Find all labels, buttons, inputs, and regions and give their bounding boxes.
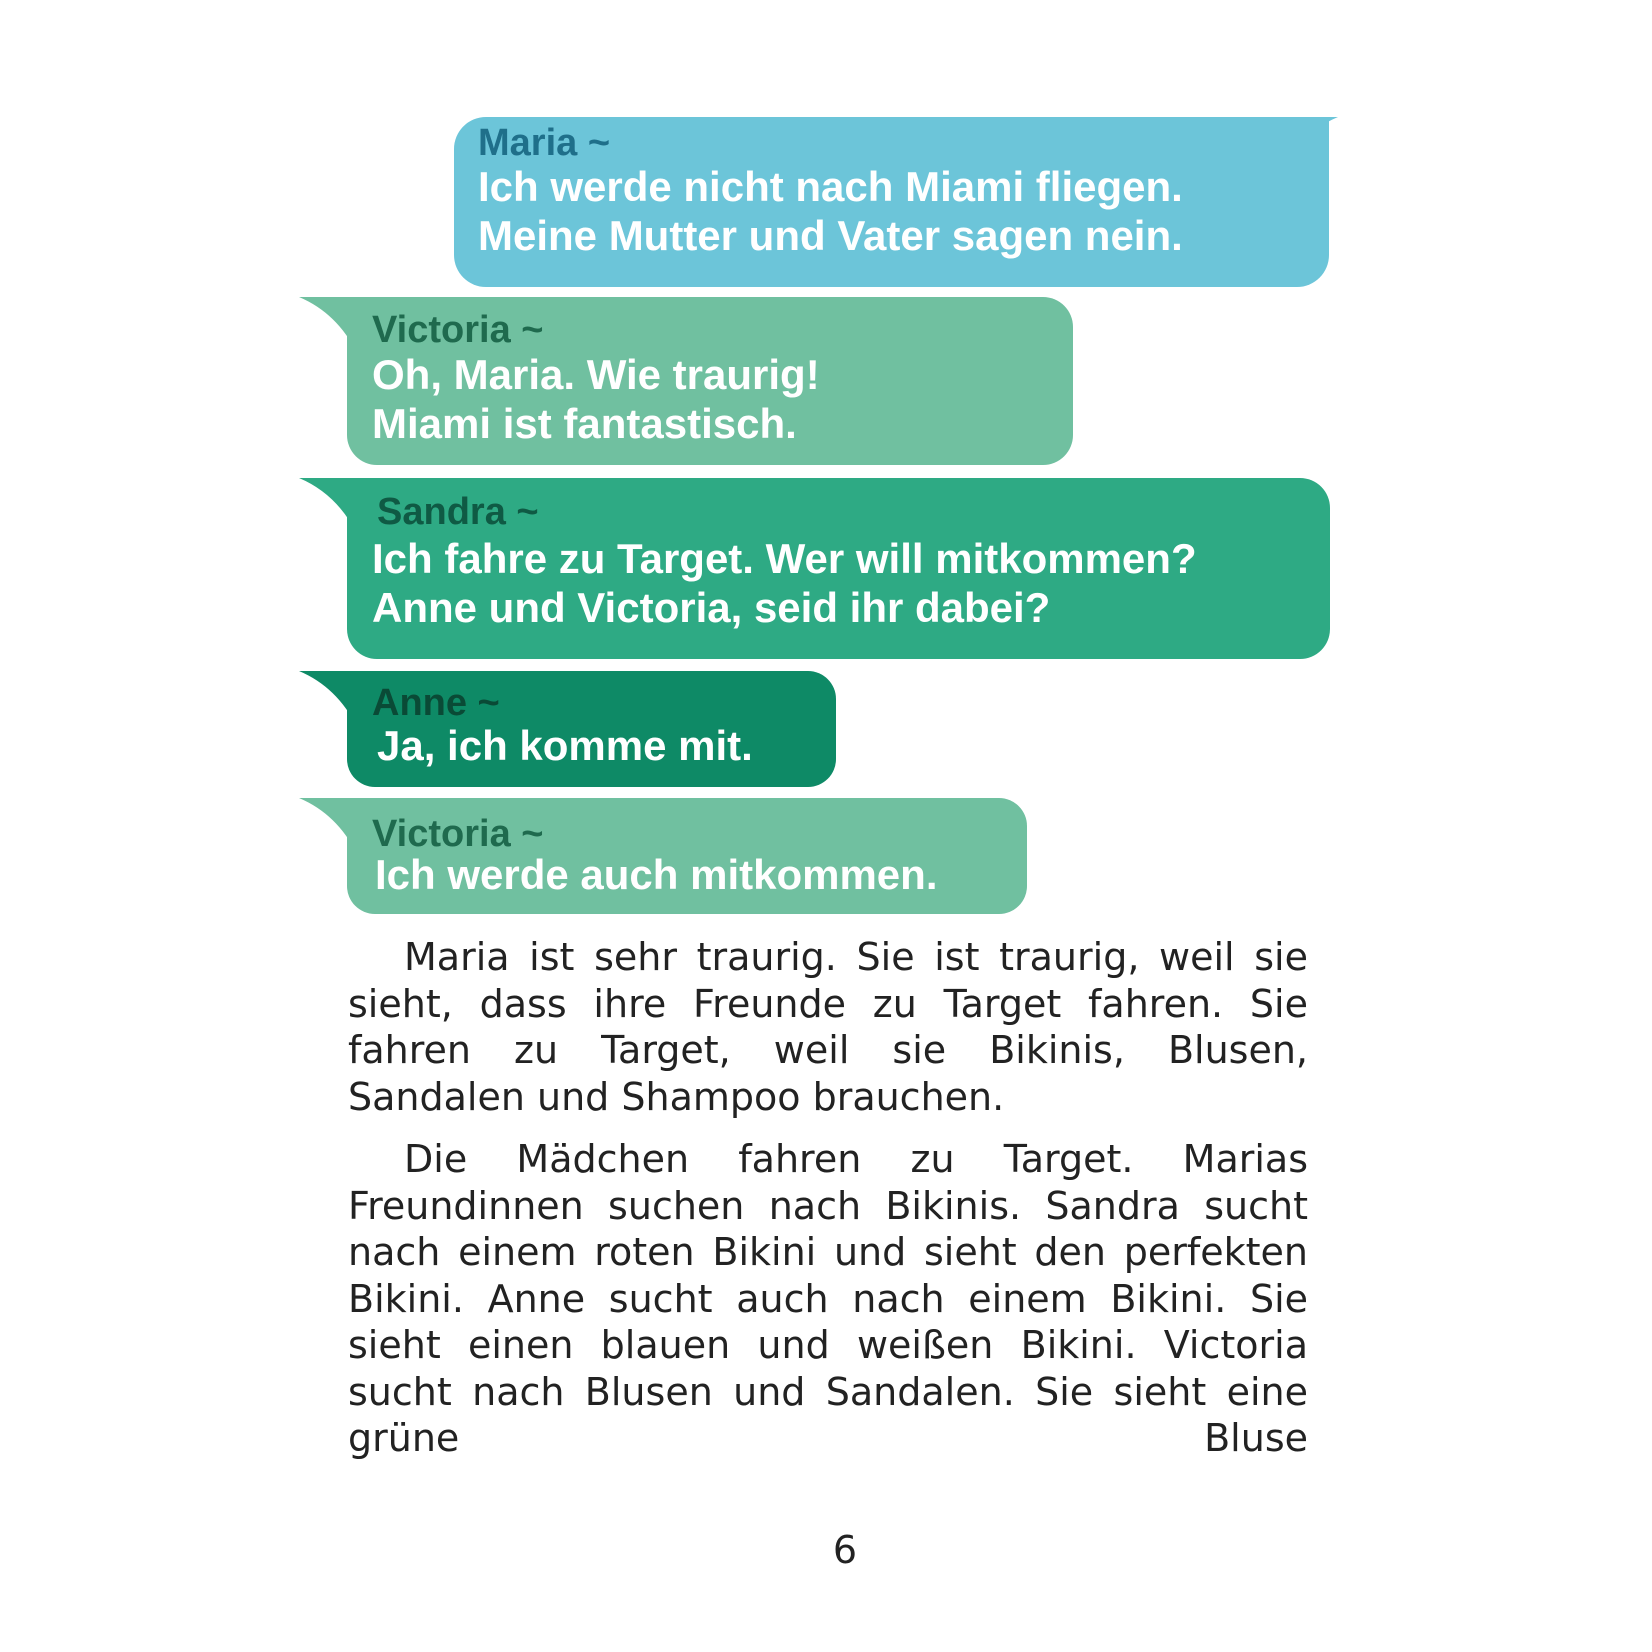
chat-bubble-victoria: [347, 798, 1027, 914]
message-line: Oh, Maria. Wie traurig!: [372, 351, 820, 398]
chat-bubble-victoria: [347, 297, 1073, 465]
chat-bubble-anne: [347, 671, 836, 787]
message-text: [372, 534, 1197, 632]
message-line: Ich fahre zu Target. Wer will mitkommen?: [372, 535, 1197, 582]
body-paragraph: Maria ist sehr traurig. Sie ist traurig, weil sie sieht, dass ihre Freunde zu Target fahren. Sie fahren zu Target, weil sie Bikinis, Blusen, Sandalen und Shampoo brauchen.: [348, 935, 1308, 1119]
message-line: Ja, ich komme mit.: [377, 722, 753, 769]
message-line: Ich werde nicht nach Miami fliegen.: [478, 163, 1183, 210]
message-line: Meine Mutter und Vater sagen nein.: [478, 212, 1183, 259]
message-text: [377, 721, 753, 770]
chat-bubble-maria: [454, 117, 1329, 287]
sender-name: Anne ~: [372, 682, 500, 724]
message-line: Miami ist fantastisch.: [372, 400, 797, 447]
message-line: Ich werde auch mitkommen.: [375, 851, 938, 898]
message-line: Anne und Victoria, seid ihr dabei?: [372, 584, 1051, 631]
message-text: [372, 350, 820, 448]
page-number: 6: [832, 1528, 858, 1572]
sender-name: Maria ~: [478, 122, 611, 164]
sender-name: Victoria ~: [372, 813, 544, 855]
body-paragraph: Die Mädchen fahren zu Target. Marias Freundinnen suchen nach Bikinis. Sandra sucht nach einem roten Bikini und sieht den perfekten Bikini. Anne sucht auch nach einem Bikini. Sie sieht einen blauen und weißen Bikini. Victoria sucht nach Blusen und Sandalen. Sie sieht eine grüne Bluse: [348, 1137, 1308, 1460]
sender-name: Sandra ~: [377, 491, 539, 533]
message-text: [478, 162, 1183, 260]
message-text: [375, 850, 938, 899]
chat-bubble-sandra: [347, 478, 1330, 659]
sender-name: Victoria ~: [372, 309, 544, 351]
